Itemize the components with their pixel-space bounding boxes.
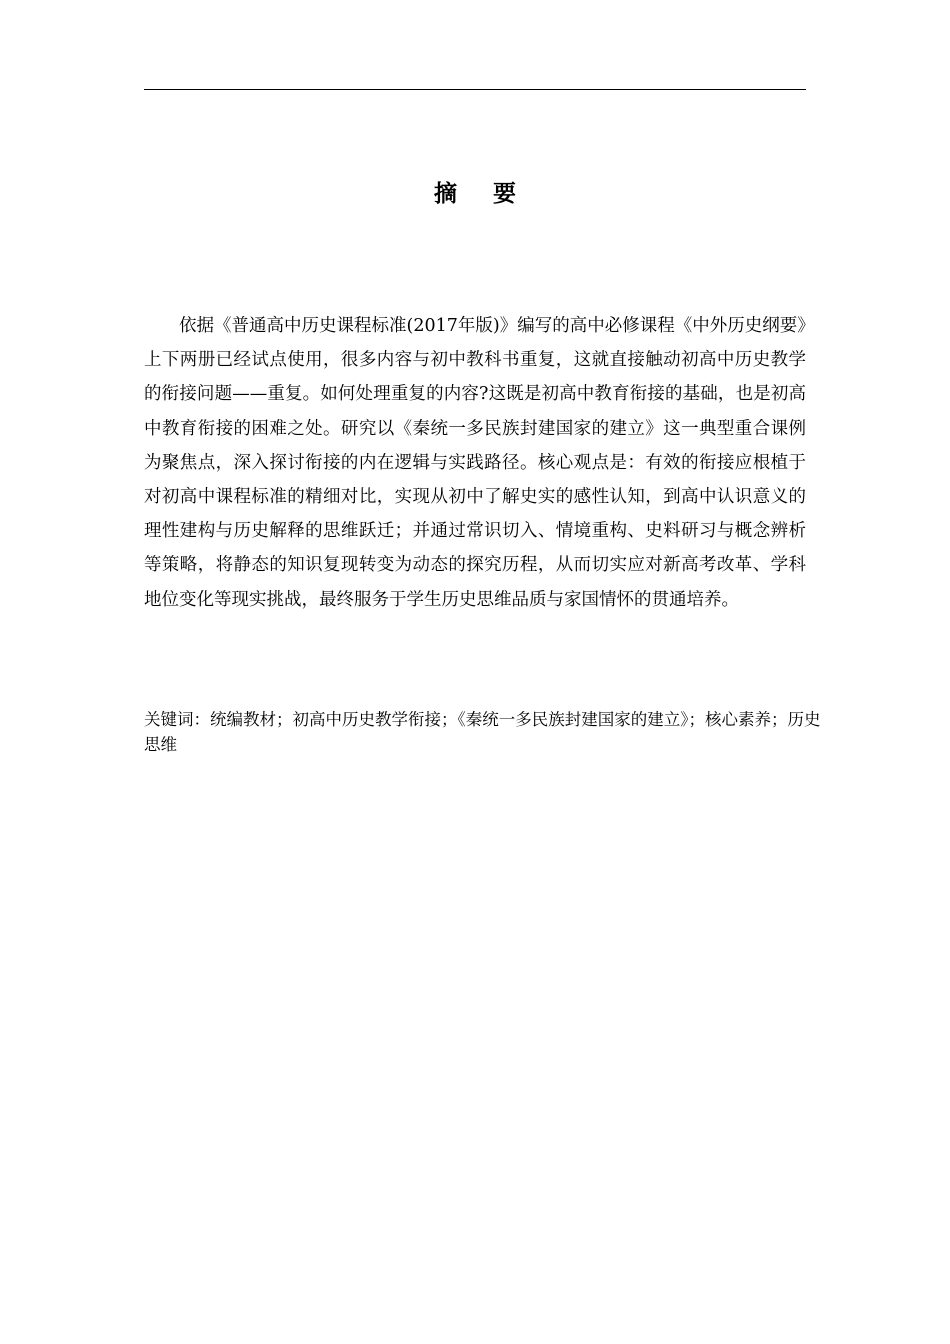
keywords-label: 关键词： bbox=[144, 710, 210, 729]
keyword-item: 初高中历史教学衔接； bbox=[292, 710, 458, 729]
abstract-title: 摘 要 bbox=[433, 181, 530, 207]
keyword-item: 《秦统一多民族封建国家的建立》； bbox=[457, 710, 705, 729]
keyword-item: 统编教材； bbox=[210, 710, 293, 729]
keywords-line bbox=[144, 707, 824, 757]
header-rule bbox=[144, 89, 806, 90]
abstract-body: 依据《普通高中历史课程标准(2017年版)》编写的高中必修课程《中外历史纲要》上下两册已经试点使用，很多内容与初中教科书重复，这就直接触动初高中历史教学的衔接问题——重复。如何处理重复的内容?这既是初高中教育衔接的基础，也是初高中教育衔接的困难之处。研究以《秦统一多民族封建国家的建立》这一典型重合课例为聚焦点，深入探讨衔接的内在逻辑与实践路径。核心观点是：有效的衔接应根植于对初高中课程标准的精细对比，实现从初中了解史实的感性认知，到高中认识意义的理性建构与历史解释的思维跃迁；并通过常识切入、情境重构、史料研习与概念辨析等策略，将静态的知识复现转变为动态的探究历程，从而切实应对新高考改革、学科地位变化等现实挑战，最终服务于学生历史思维品质与家国情怀的贯通培养。 bbox=[144, 316, 806, 610]
keyword-item: 历史思维 bbox=[144, 710, 821, 754]
keyword-item: 核心素养； bbox=[705, 710, 788, 729]
